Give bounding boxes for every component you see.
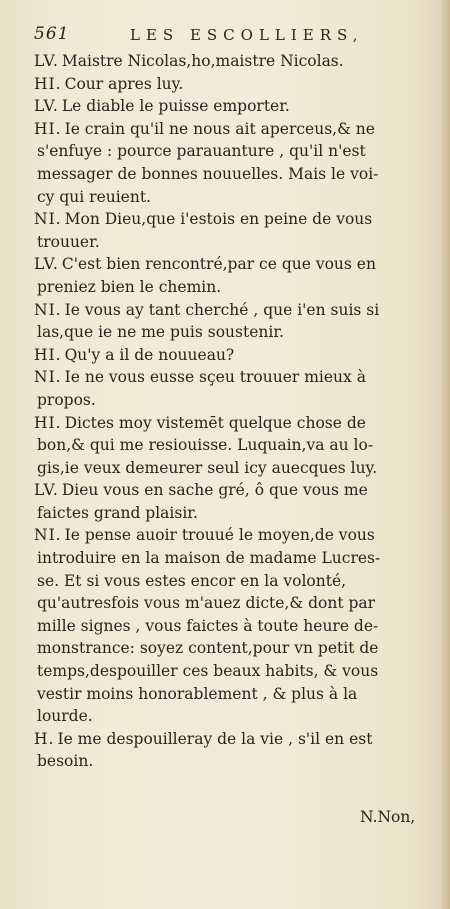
line-text: temps,despouiller ces beaux habits, & vous	[37, 662, 379, 681]
line-text: Mon Dieu,que i'estois en peine de vous	[64, 210, 373, 229]
line-text: las,que ie ne me puis soustenir.	[37, 323, 284, 342]
text-line	[34, 366, 424, 389]
text-line	[34, 253, 424, 276]
line-text: faictes grand plaisir.	[37, 503, 198, 522]
speaker-label: HI.	[34, 345, 62, 364]
text-line	[34, 434, 424, 457]
text-line	[34, 728, 424, 751]
speaker-label: LV.	[34, 52, 59, 70]
line-text: Qu'y a il de nouueau?	[64, 345, 235, 364]
dialogue-text	[34, 50, 424, 773]
text-line	[34, 118, 424, 141]
line-text: Ie me despouilleray de la vie , s'il en est	[57, 729, 373, 748]
line-text: gis,ie veux demeurer seul icy auecques luy.	[37, 458, 378, 477]
text-line	[34, 73, 424, 96]
text-line	[34, 140, 424, 163]
text-line	[34, 186, 424, 209]
text-line	[34, 344, 424, 367]
text-line	[34, 750, 424, 773]
text-line	[34, 163, 424, 186]
catchword: N.Non,	[360, 808, 416, 826]
line-text: Le diable le puisse emporter.	[61, 97, 290, 116]
speaker-label: H.	[34, 729, 55, 748]
text-line	[34, 299, 424, 322]
text-line	[34, 615, 424, 638]
line-text: Dieu vous en sache gré, ô que vous me	[61, 481, 368, 500]
text-line	[34, 479, 424, 502]
line-text: Ie vous ay tant cherché , que i'en suis si	[64, 300, 380, 319]
line-text: propos.	[37, 390, 96, 409]
speaker-label: HI.	[34, 119, 62, 138]
line-text: trouuer.	[37, 232, 100, 251]
line-text: Dictes moy vistemēt quelque chose de	[64, 413, 366, 432]
line-text: monstrance: soyez content,pour vn petit de	[37, 639, 379, 658]
line-text: Ie ne vous eusse sçeu trouuer mieux à	[64, 368, 366, 387]
line-text: preniez bien le chemin.	[37, 277, 222, 296]
running-title: LES ESCOLLIERS,	[130, 26, 364, 44]
line-text: bon,& qui me resiouisse. Luquain,va au lo-	[37, 436, 374, 455]
text-line	[34, 208, 424, 231]
text-line	[34, 502, 424, 525]
speaker-label: NI.	[34, 300, 62, 319]
line-text: cy qui reuient.	[37, 187, 151, 206]
text-line	[34, 592, 424, 615]
line-text: Ie pense auoir trouué le moyen,de vous	[64, 526, 375, 545]
line-text: se. Et si vous estes encor en la volonté,	[37, 571, 347, 590]
speaker-label: HI.	[34, 413, 62, 432]
speaker-label: NI.	[34, 210, 62, 229]
line-text: mille signes , vous faictes à toute heure de-	[37, 616, 379, 635]
text-line	[34, 705, 424, 728]
text-line	[34, 683, 424, 706]
line-text: Ie crain qu'il ne nous ait aperceus,& ne	[64, 119, 375, 138]
speaker-label: NI.	[34, 368, 62, 387]
line-text: lourde.	[37, 707, 93, 726]
text-line	[34, 524, 424, 547]
text-line	[34, 276, 424, 299]
text-line	[34, 412, 424, 435]
speaker-label: LV.	[34, 255, 59, 274]
text-line	[34, 321, 424, 344]
page-edge	[442, 0, 450, 909]
text-line	[34, 231, 424, 254]
page-header	[34, 24, 414, 52]
text-line	[34, 570, 424, 593]
text-line	[34, 95, 424, 118]
speaker-label: NI.	[34, 526, 62, 545]
line-text: messager de bonnes nouuelles. Mais le voi-	[37, 164, 379, 183]
line-text: vestir moins honorablement , & plus à la	[37, 684, 358, 703]
text-line	[34, 660, 424, 683]
page-number: 561	[34, 24, 70, 44]
text-line	[34, 389, 424, 412]
text-line	[34, 457, 424, 480]
speaker-label: HI.	[34, 74, 62, 93]
text-line	[34, 547, 424, 570]
line-text: Cour apres luy.	[64, 74, 184, 93]
text-line	[34, 50, 424, 73]
line-text: C'est bien rencontré,par ce que vous en	[61, 255, 376, 274]
line-text: Maistre Nicolas,ho,maistre Nicolas.	[61, 52, 344, 70]
line-text: introduire en la maison de madame Lucres-	[37, 549, 381, 568]
text-line	[34, 637, 424, 660]
line-text: s'enfuye : pource parauanture , qu'il n'est	[37, 142, 366, 161]
speaker-label: LV.	[34, 481, 59, 500]
speaker-label: LV.	[34, 97, 59, 116]
line-text: besoin.	[37, 752, 94, 771]
line-text: qu'autresfois vous m'auez dicte,& dont par	[37, 594, 376, 613]
